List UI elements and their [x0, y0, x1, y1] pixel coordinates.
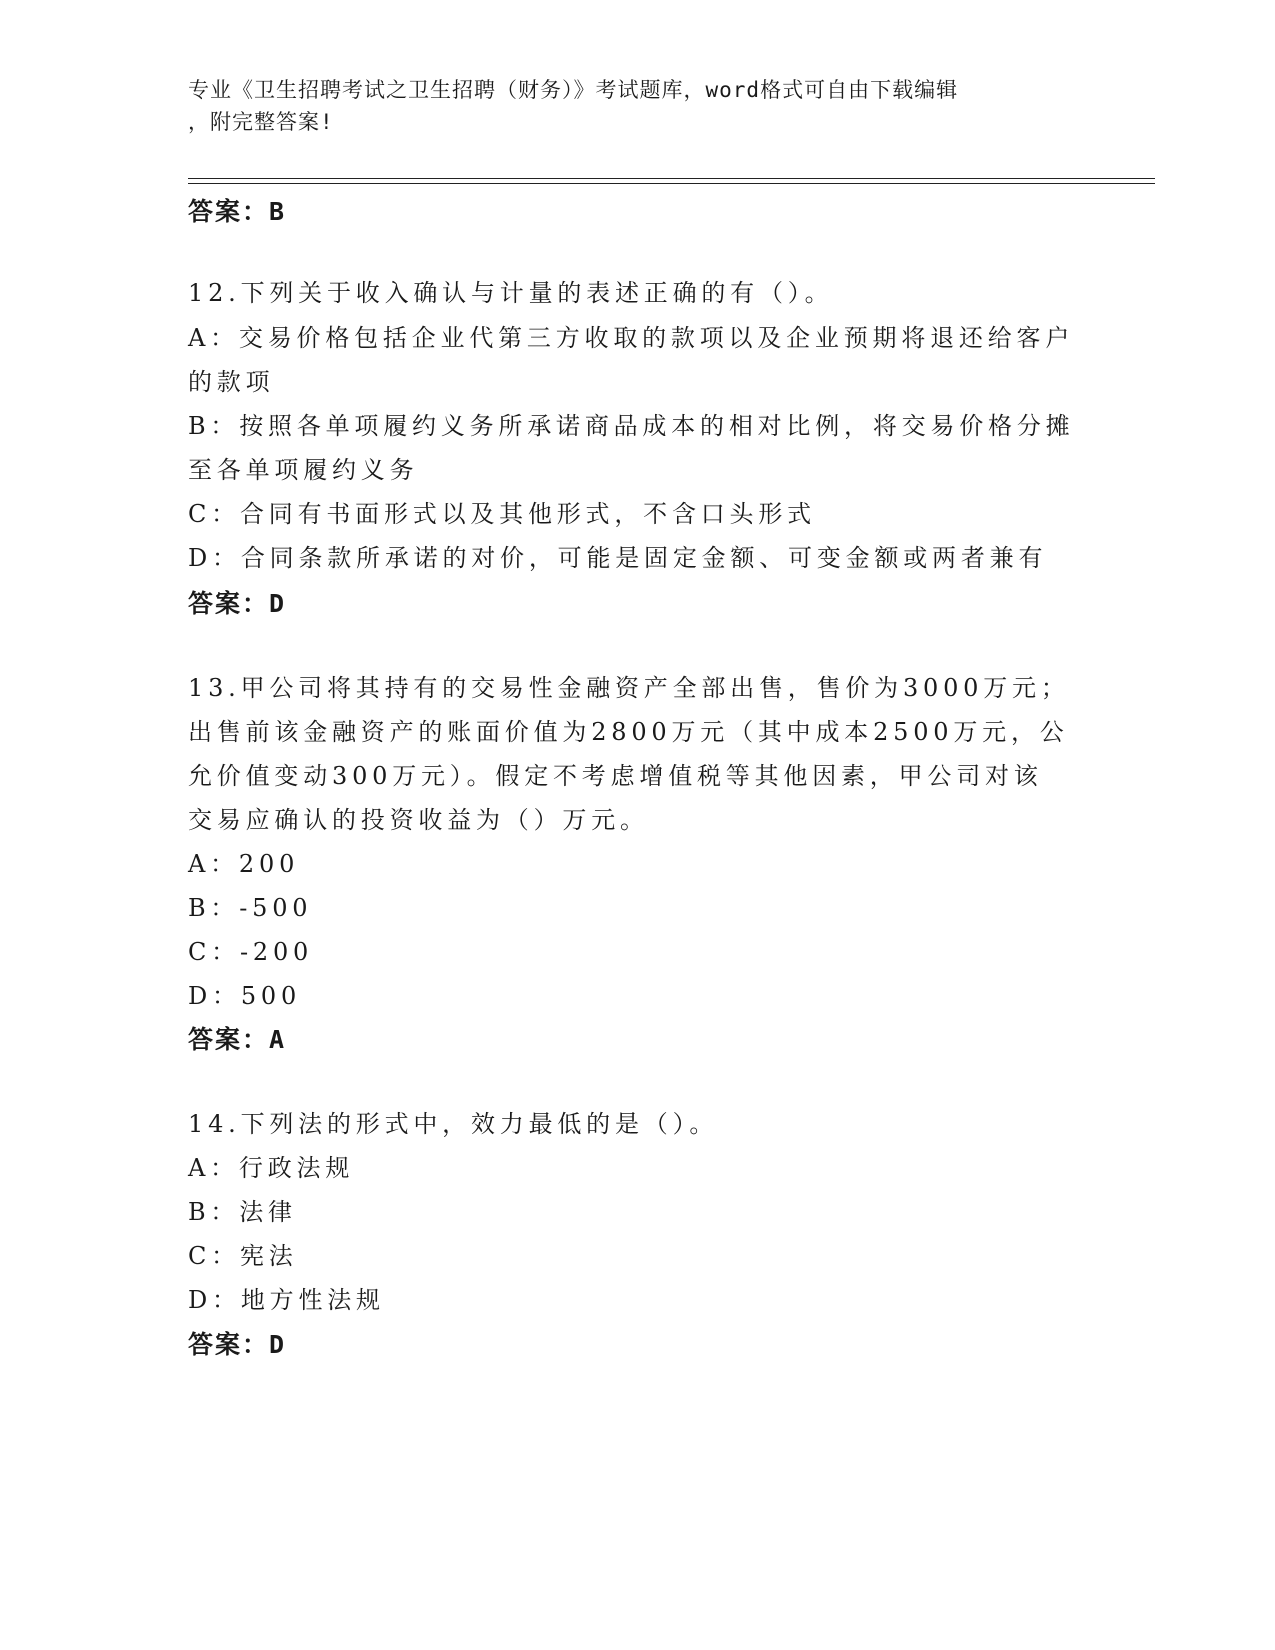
q12-option-b: B：按照各单项履约义务所承诺商品成本的相对比例，将交易价格分摊	[188, 412, 1075, 440]
q13-option-c: C：-200	[188, 938, 314, 966]
q13-option-d: D：500	[188, 982, 302, 1010]
header-rule-top	[188, 178, 1155, 179]
q12-answer: 答案：D	[188, 589, 287, 618]
q13-answer: 答案：A	[188, 1025, 287, 1054]
q12-option-d: D：合同条款所承诺的对价，可能是固定金额、可变金额或两者兼有	[188, 544, 1048, 572]
q13-stem-4: 交易应确认的投资收益为（）万元。	[188, 806, 649, 834]
q12-option-c: C：合同有书面形式以及其他形式，不含口头形式	[188, 500, 816, 528]
q14-answer: 答案：D	[188, 1330, 287, 1359]
q14-option-c: C：宪法	[188, 1242, 298, 1270]
document-header	[188, 74, 1088, 138]
q14-option-d: D：地方性法规	[188, 1286, 385, 1314]
q12-stem: 12.下列关于收入确认与计量的表述正确的有（）。	[188, 279, 834, 307]
q13-stem-2: 出售前该金融资产的账面价值为2800万元（其中成本2500万元，公	[188, 718, 1069, 746]
q13-option-a: A：200	[188, 850, 300, 878]
q13-stem-1: 13.甲公司将其持有的交易性金融资产全部出售，售价为3000万元；	[188, 674, 1070, 702]
q14-stem: 14.下列法的形式中，效力最低的是（）。	[188, 1110, 719, 1138]
q12-option-a-cont: 的款项	[188, 368, 275, 396]
q14-option-a: A：行政法规	[188, 1154, 355, 1182]
q12-option-b-cont: 至各单项履约义务	[188, 456, 419, 484]
header-rule-bottom	[188, 183, 1155, 184]
q13-stem-3: 允价值变动300万元）。假定不考虑增值税等其他因素，甲公司对该	[188, 762, 1043, 790]
q14-option-b: B：法律	[188, 1198, 297, 1226]
header-line-2: ，附完整答案!	[188, 110, 334, 134]
q12-option-a: A：交易价格包括企业代第三方收取的款项以及企业预期将退还给客户	[188, 324, 1075, 352]
previous-answer: 答案：B	[188, 197, 287, 226]
q13-option-b: B：-500	[188, 894, 313, 922]
header-line-1: 专业《卫生招聘考试之卫生招聘（财务）》考试题库，word格式可自由下载编辑	[188, 78, 959, 102]
